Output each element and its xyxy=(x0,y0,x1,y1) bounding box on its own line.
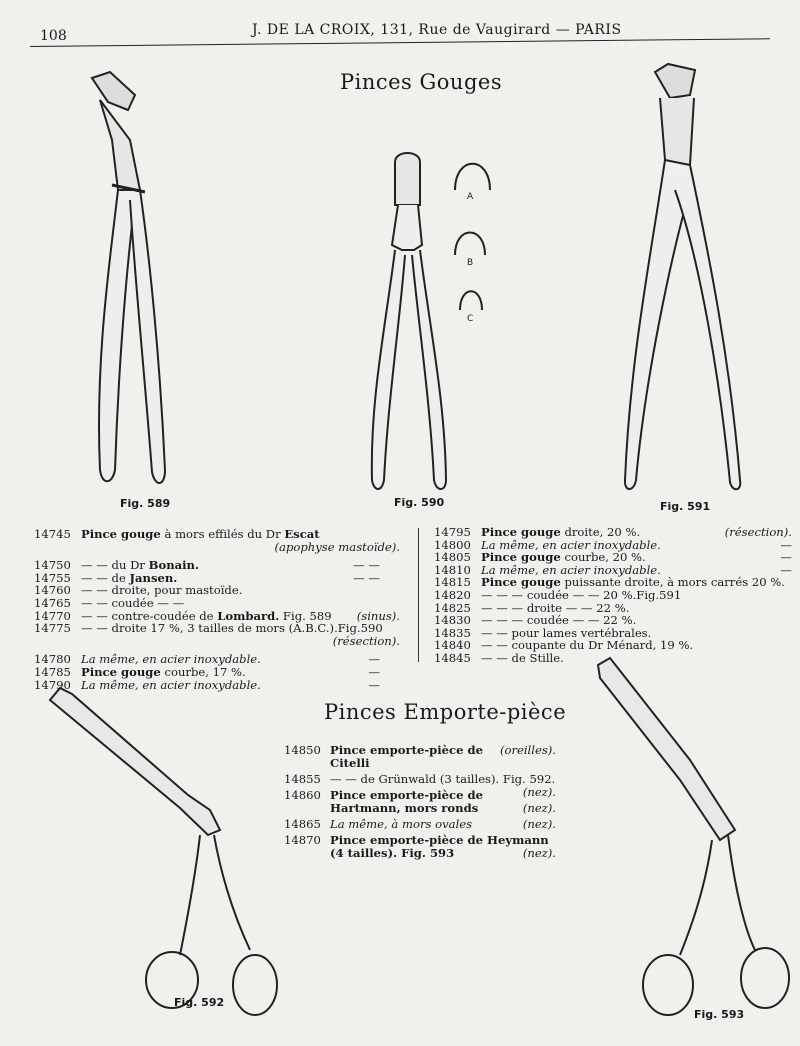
list-item: 14805 Pince gouge courbe, 20 %. — xyxy=(434,550,792,565)
list-item: 14775 — — droite 17 %, 3 tailles de mors (A.B.C.).Fig.590 xyxy=(34,621,383,636)
list-item: 14820 — — — coudée — — 20 %.Fig.591 xyxy=(434,587,682,602)
shape-label-a: A xyxy=(467,192,474,202)
list-item: 14760 — — droite, pour mastoïde. xyxy=(34,583,243,598)
list-item: 14835 — — pour lames vertébrales. xyxy=(434,625,652,640)
header-title: J. DE LA CROIX, 131, Rue de Vaugirard — PARIS xyxy=(252,22,622,38)
list-item: 14785 Pince gouge courbe, 17 %. — xyxy=(34,664,380,679)
forceps-590-drawing xyxy=(372,153,446,489)
figure-caption-593: Fig. 593 xyxy=(694,1008,745,1021)
list-item: (apophyse mastoïde). xyxy=(274,539,400,554)
jaw-shape-a xyxy=(455,164,490,190)
figure-caption-590: Fig. 590 xyxy=(394,496,445,509)
jaw-shape-c xyxy=(460,291,482,310)
figure-caption-591: Fig. 591 xyxy=(660,500,711,513)
column-divider xyxy=(418,528,419,662)
price-list-left xyxy=(34,528,400,691)
section-title-gouges: Pinces Gouges xyxy=(340,70,503,94)
forceps-591-drawing xyxy=(625,64,740,489)
rongeur-593-drawing xyxy=(598,658,789,1015)
page-number: 108 xyxy=(40,28,67,44)
list-item: 14750 — — du Dr Bonain. — — xyxy=(34,558,380,573)
shape-label-b: B xyxy=(467,258,474,268)
section-title-emporte-piece: Pinces Emporte-pièce xyxy=(324,700,567,724)
list-item: 14780 La même, en acier inoxydable. — xyxy=(34,652,380,667)
price-list-right xyxy=(434,526,792,665)
list-item: 14850 (oreilles). Pince emporte-pièce de Citelli xyxy=(284,743,556,770)
list-item: 14800 La même, en acier inoxydable. — xyxy=(434,537,792,552)
figure-caption-592: Fig. 592 xyxy=(174,996,225,1009)
list-item: 14815 Pince gouge puissante droite, à mors carrés 20 %. xyxy=(434,575,785,590)
list-item: 14755 — — de Jansen. — — xyxy=(34,570,380,585)
list-item: 14840 — — coupante du Dr Ménard, 19 %. xyxy=(434,638,694,653)
list-item: 14855 — — de Grünwald (3 tailles). Fig. 592. (nez). xyxy=(284,772,556,799)
jaw-shape-b xyxy=(455,233,485,256)
list-item: 14765 — — coudée — — xyxy=(34,595,185,610)
list-item: 14790 La même, en acier inoxydable. — xyxy=(34,677,380,692)
shape-label-c: C xyxy=(467,314,474,324)
list-item: 14865 La même, à mors ovales (nez). xyxy=(284,817,556,831)
list-item: 14810 La même, en acier inoxydable. — xyxy=(434,562,792,577)
rongeur-592-drawing xyxy=(50,688,277,1015)
list-item: 14870 Pince emporte-pièce de Heymann (4 tailles). Fig. 593 (nez). xyxy=(284,833,556,860)
list-item: 14860 Pince emporte-pièce de Hartmann, mors ronds (nez). xyxy=(284,788,556,815)
list-item: 14795 Pince gouge droite, 20 %. (résection). xyxy=(434,525,792,539)
forceps-589-drawing xyxy=(92,72,165,483)
list-item: 14845 — — de Stille. xyxy=(434,650,564,665)
list-item: 14770 — — contre-coudée de Lombard. Fig. 589 (sinus). xyxy=(34,608,400,623)
figure-caption-589: Fig. 589 xyxy=(120,497,171,510)
list-item: 14830 — — — coudée — — 22 %. xyxy=(434,613,637,628)
price-list-emporte-piece xyxy=(284,744,556,863)
list-item: 14745 Pince gouge à mors effilés du Dr Escat xyxy=(34,527,320,541)
list-item: 14825 — — — droite — — 22 %. xyxy=(434,600,630,615)
list-item: (résection). xyxy=(332,633,400,648)
